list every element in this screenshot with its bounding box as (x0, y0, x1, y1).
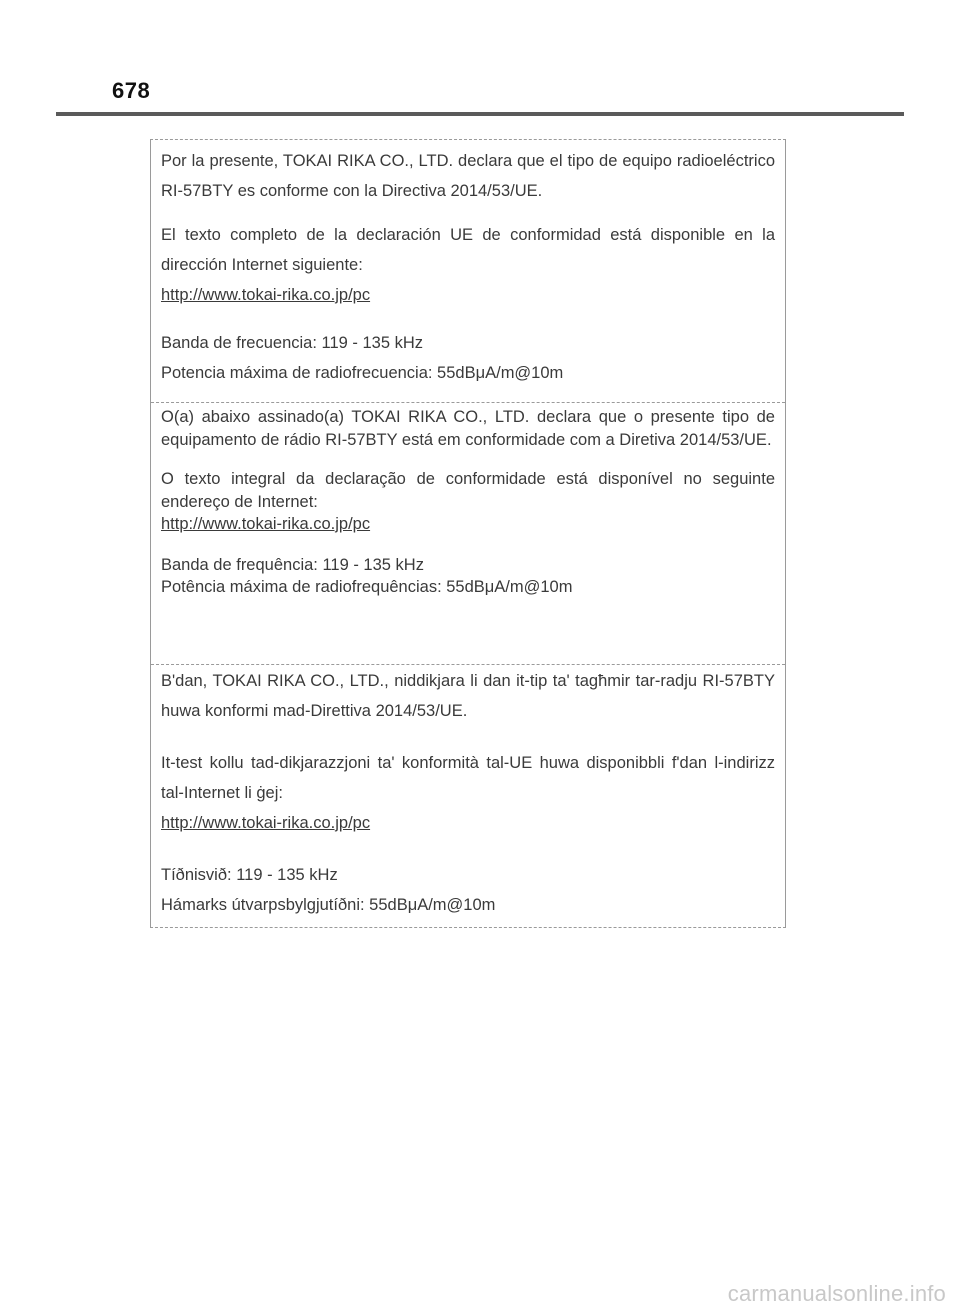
page-number: 678 (112, 78, 151, 103)
declaration-url-link[interactable]: http://www.tokai-rika.co.jp/pc (161, 286, 371, 304)
frequency-band: Banda de frequência: 119 - 135 kHz (161, 555, 424, 574)
declaration-url-link[interactable]: http://www.tokai-rika.co.jp/pc (161, 814, 371, 832)
conformity-statement: Por la presente, TOKAI RIKA CO., LTD. declara que el tipo de equipo radioeléctrico RI-57BTY es conforme con la Directiva 2014/53/UE. (161, 152, 775, 200)
declaration-availability (161, 748, 775, 838)
declaration-section-pt (151, 402, 785, 664)
technical-specs (161, 328, 775, 388)
declaration-box (150, 139, 786, 928)
availability-text: It-test kollu tad-dikjarazzjoni ta' konformità tal-UE huwa disponibbli f'dan l-indirizz tal-Internet li ġej: (161, 754, 775, 802)
declaration-availability (161, 468, 775, 536)
frequency-band: Tíðnisvið: 119 - 135 kHz (161, 866, 338, 884)
declaration-url-link[interactable]: http://www.tokai-rika.co.jp/pc (161, 515, 371, 533)
site-watermark: carmanualsonline.info (727, 1281, 946, 1306)
declaration-section-mt (151, 664, 785, 927)
max-power: Hámarks útvarpsbylgjutíðni: 55dBμA/m@10m (161, 896, 496, 914)
max-power: Potência máxima de radiofrequências: 55dBμA/m@10m (161, 578, 573, 596)
header-rule (56, 112, 904, 116)
max-power: Potencia máxima de radiofrecuencia: 55dBμA/m@10m (161, 364, 564, 382)
frequency-band: Banda de frecuencia: 119 - 135 kHz (161, 334, 424, 352)
technical-specs (161, 554, 775, 599)
declaration-availability (161, 220, 775, 310)
availability-text: El texto completo de la declaración UE de conformidad está disponible en la dirección Internet siguiente: (161, 226, 775, 274)
conformity-statement: O(a) abaixo assinado(a) TOKAI RIKA CO., LTD. declara que o presente tipo de equipamento de rádio RI-57BTY está em conformidade com a Diretiva 2014/53/UE. (161, 408, 775, 449)
declaration-section-es (151, 140, 785, 402)
conformity-statement: B'dan, TOKAI RIKA CO., LTD., niddikjara li dan it-tip ta' tagħmir tar-radju RI-57BTY huwa konformi mad-Direttiva 2014/53/UE. (161, 672, 775, 720)
availability-text: O texto integral da declaração de conformidade está disponível no seguinte endereço de Internet: (161, 470, 775, 511)
technical-specs (161, 860, 775, 920)
